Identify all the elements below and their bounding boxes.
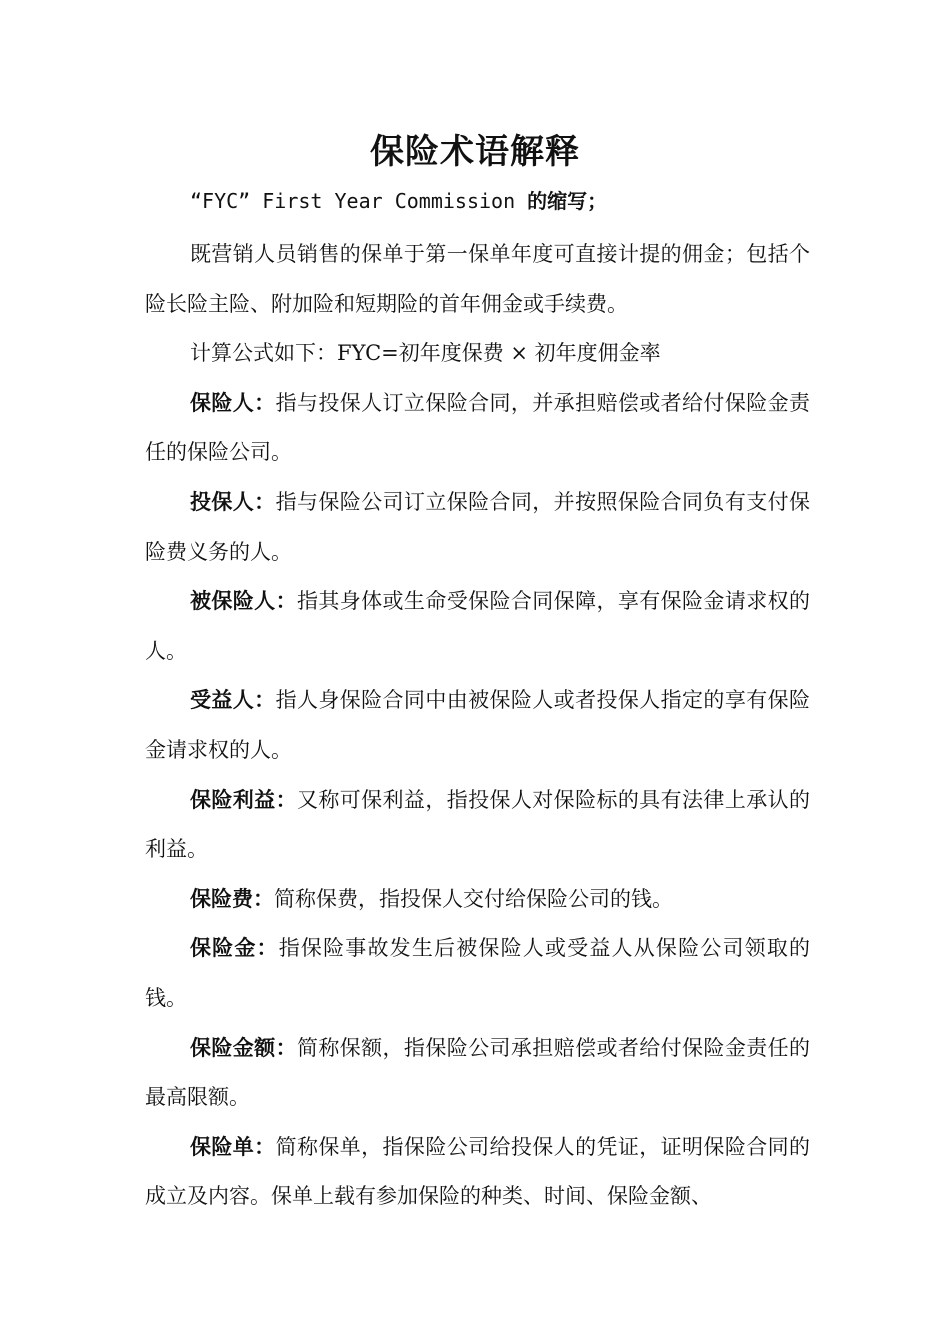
paragraph-term: 保险金额： [190,1035,297,1060]
paragraph-term: 被保险人： [190,589,297,614]
fyc-suffix: 的缩写； [527,189,608,213]
paragraph-term: 保险利益： [190,787,297,812]
paragraph-text: 又称可保利益，指投保人对保险标的具有法律上承认的利益。 [145,787,811,862]
paragraph-text: 简称保单，指保险公司给投保人的凭证，证明保险合同的成立及内容。保单上载有参加保险的种类、时间、保险金额、 [145,1134,811,1209]
paragraph-term: 投保人： [190,489,276,514]
paragraph-text: 简称保费，指投保人交付给保险公司的钱。 [274,886,673,911]
paragraph-text: 指与投保人订立保险合同，并承担赔偿或者给付保险金责任的保险公司。 [145,390,811,465]
paragraph-text: 指人身保险合同中由被保险人或者投保人指定的享有保险金请求权的人。 [145,688,811,762]
paragraph-benefit [145,924,810,1023]
paragraph-fyc-meaning [145,230,810,329]
fyc-quote-term: “FYC” [190,189,251,213]
paragraph-term: 受益人： [190,688,276,713]
document-title: 保险术语解释 [370,132,580,172]
fyc-definition-heading [190,186,607,216]
document-body [145,230,810,1222]
paragraph-term: 保险人： [190,390,276,415]
paragraph-fyc-formula [145,329,810,379]
paragraph-term: 保险费： [190,886,274,911]
paragraph-text: 指与保险公司订立保险合同，并按照保险合同负有支付保险费义务的人。 [145,489,811,564]
paragraph-insurer [145,379,810,478]
paragraph-insurable-interest [145,776,810,875]
paragraph-text: 指其身体或生命受保险合同保障，享有保险金请求权的人。 [145,589,811,663]
paragraph-insured [145,577,810,676]
paragraph-text: 既营销人员销售的保单于第一保单年度可直接计提的佣金；包括个险长险主险、附加险和短期险的首年佣金或手续费。 [145,242,810,316]
paragraph-term: 保险金： [190,936,279,961]
fyc-expansion: First Year Commission [250,189,528,213]
paragraph-premium [145,875,810,925]
paragraph-text: 简称保额，指保险公司承担赔偿或者给付保险金责任的最高限额。 [145,1035,811,1110]
paragraph-policy [145,1123,810,1222]
paragraph-text: 指保险事故发生后被保险人或受益人从保险公司领取的钱。 [145,936,811,1010]
paragraph-policyholder [145,478,810,577]
paragraph-sum-insured [145,1024,810,1123]
paragraph-text: 计算公式如下：FYC=初年度保费 × 初年度佣金率 [190,341,661,366]
paragraph-beneficiary [145,676,810,775]
paragraph-term: 保险单： [190,1134,276,1159]
